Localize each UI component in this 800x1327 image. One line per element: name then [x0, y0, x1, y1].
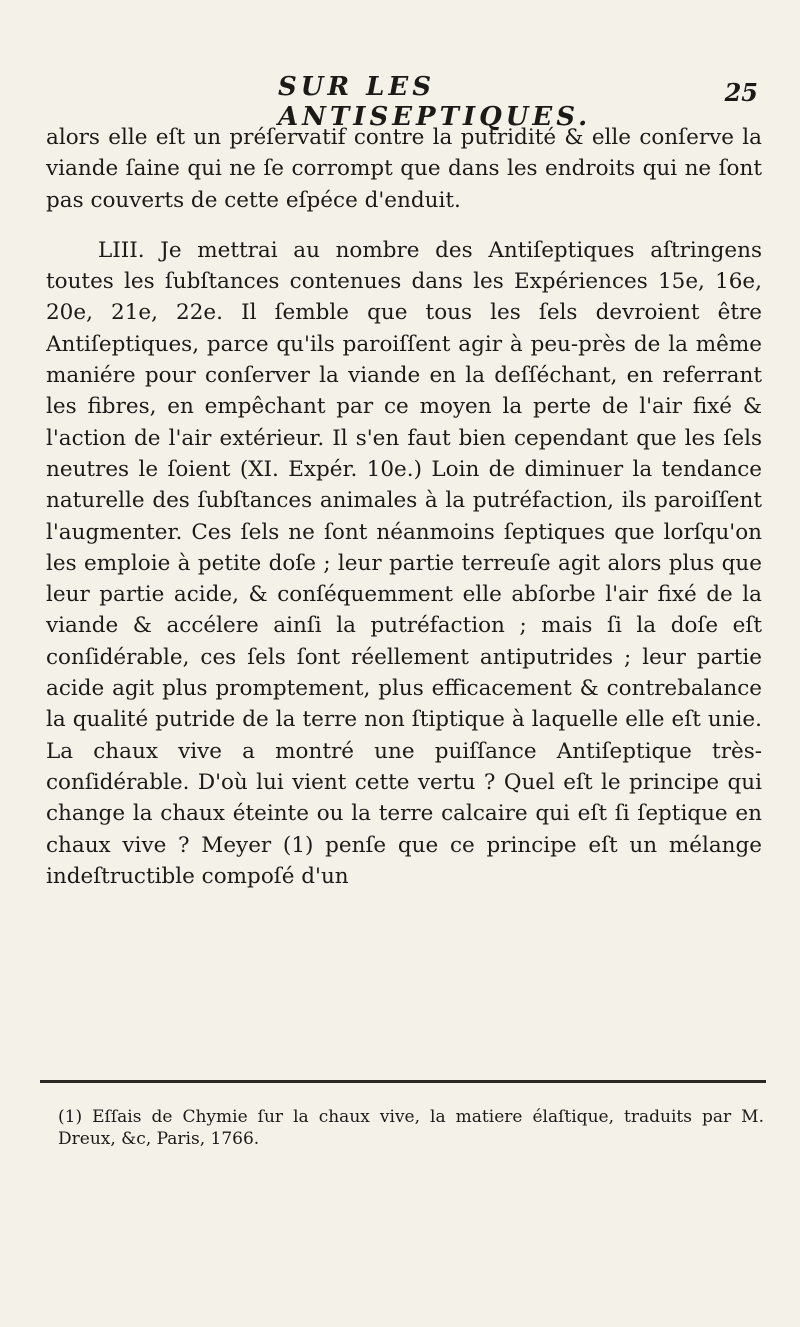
footnote-divider: [40, 1080, 766, 1083]
book-page: [40, 0, 770, 1327]
running-header: [48, 72, 758, 132]
footnote: (1) Eſſais de Chymie ſur la chaux vive, la matiere élaſtique, traduits par M. Dreux, &c, Paris, 1766.: [58, 1107, 764, 1149]
paragraph-1: alors elle eſt un préſervatif contre la putridité & elle conſerve la viande ſaine qui ne ſe corrompt que dans les endroits qui ne ſont pas couverts de cette eſpéce d'enduit.: [46, 125, 762, 213]
paragraph-2: LIII. Je mettrai au nombre des Antiſeptiques aſtringens toutes les ſubſtances contenues dans les Expériences 15e, 16e, 20e, 21e, 22e. Il ſemble que tous les ſels devroient être Antiſeptiques, parce qu'ils paroiſſent agir à peu-près de la même maniére pour conſerver la viande en la deſſéchant, en referrant les fibres, en empêchant par ce moyen la perte de l'air fixé & l'action de l'air extérieur. Il s'en faut bien cependant que les ſels neutres le ſoient (XI. Expér. 10e.) Loin de diminuer la tendance naturelle des ſubſtances animales à la putréfaction, ils paroiſſent l'augmenter. Ces ſels ne ſont néanmoins ſeptiques que lorſqu'on les emploie à petite doſe ; leur partie terreuſe agit alors plus que leur partie acide, & conſéquemment elle abſorbe l'air fixé de la viande & accélere ainſi la putréfaction ; mais ſi la doſe eſt conſidérable, ces ſels ſont réellement antiputrides ; leur partie acide agit plus promptement, plus efficacement & contrebalance la qualité putride de la terre non ſtiptique à laquelle elle eſt unie. La chaux vive a montré une puiſſance Antiſeptique très-conſidérable. D'où lui vient cette vertu ? Quel eſt le principe qui change la chaux éteinte ou la terre calcaire qui eſt ſi ſeptique en chaux vive ? Meyer (1) penſe que ce principe eſt un mélange indeſtructible compoſé d'un: [46, 237, 762, 889]
body-text: [46, 122, 762, 892]
running-title: SUR LES ANTISEPTIQUES.: [278, 72, 592, 132]
page-number: 25: [724, 78, 758, 107]
